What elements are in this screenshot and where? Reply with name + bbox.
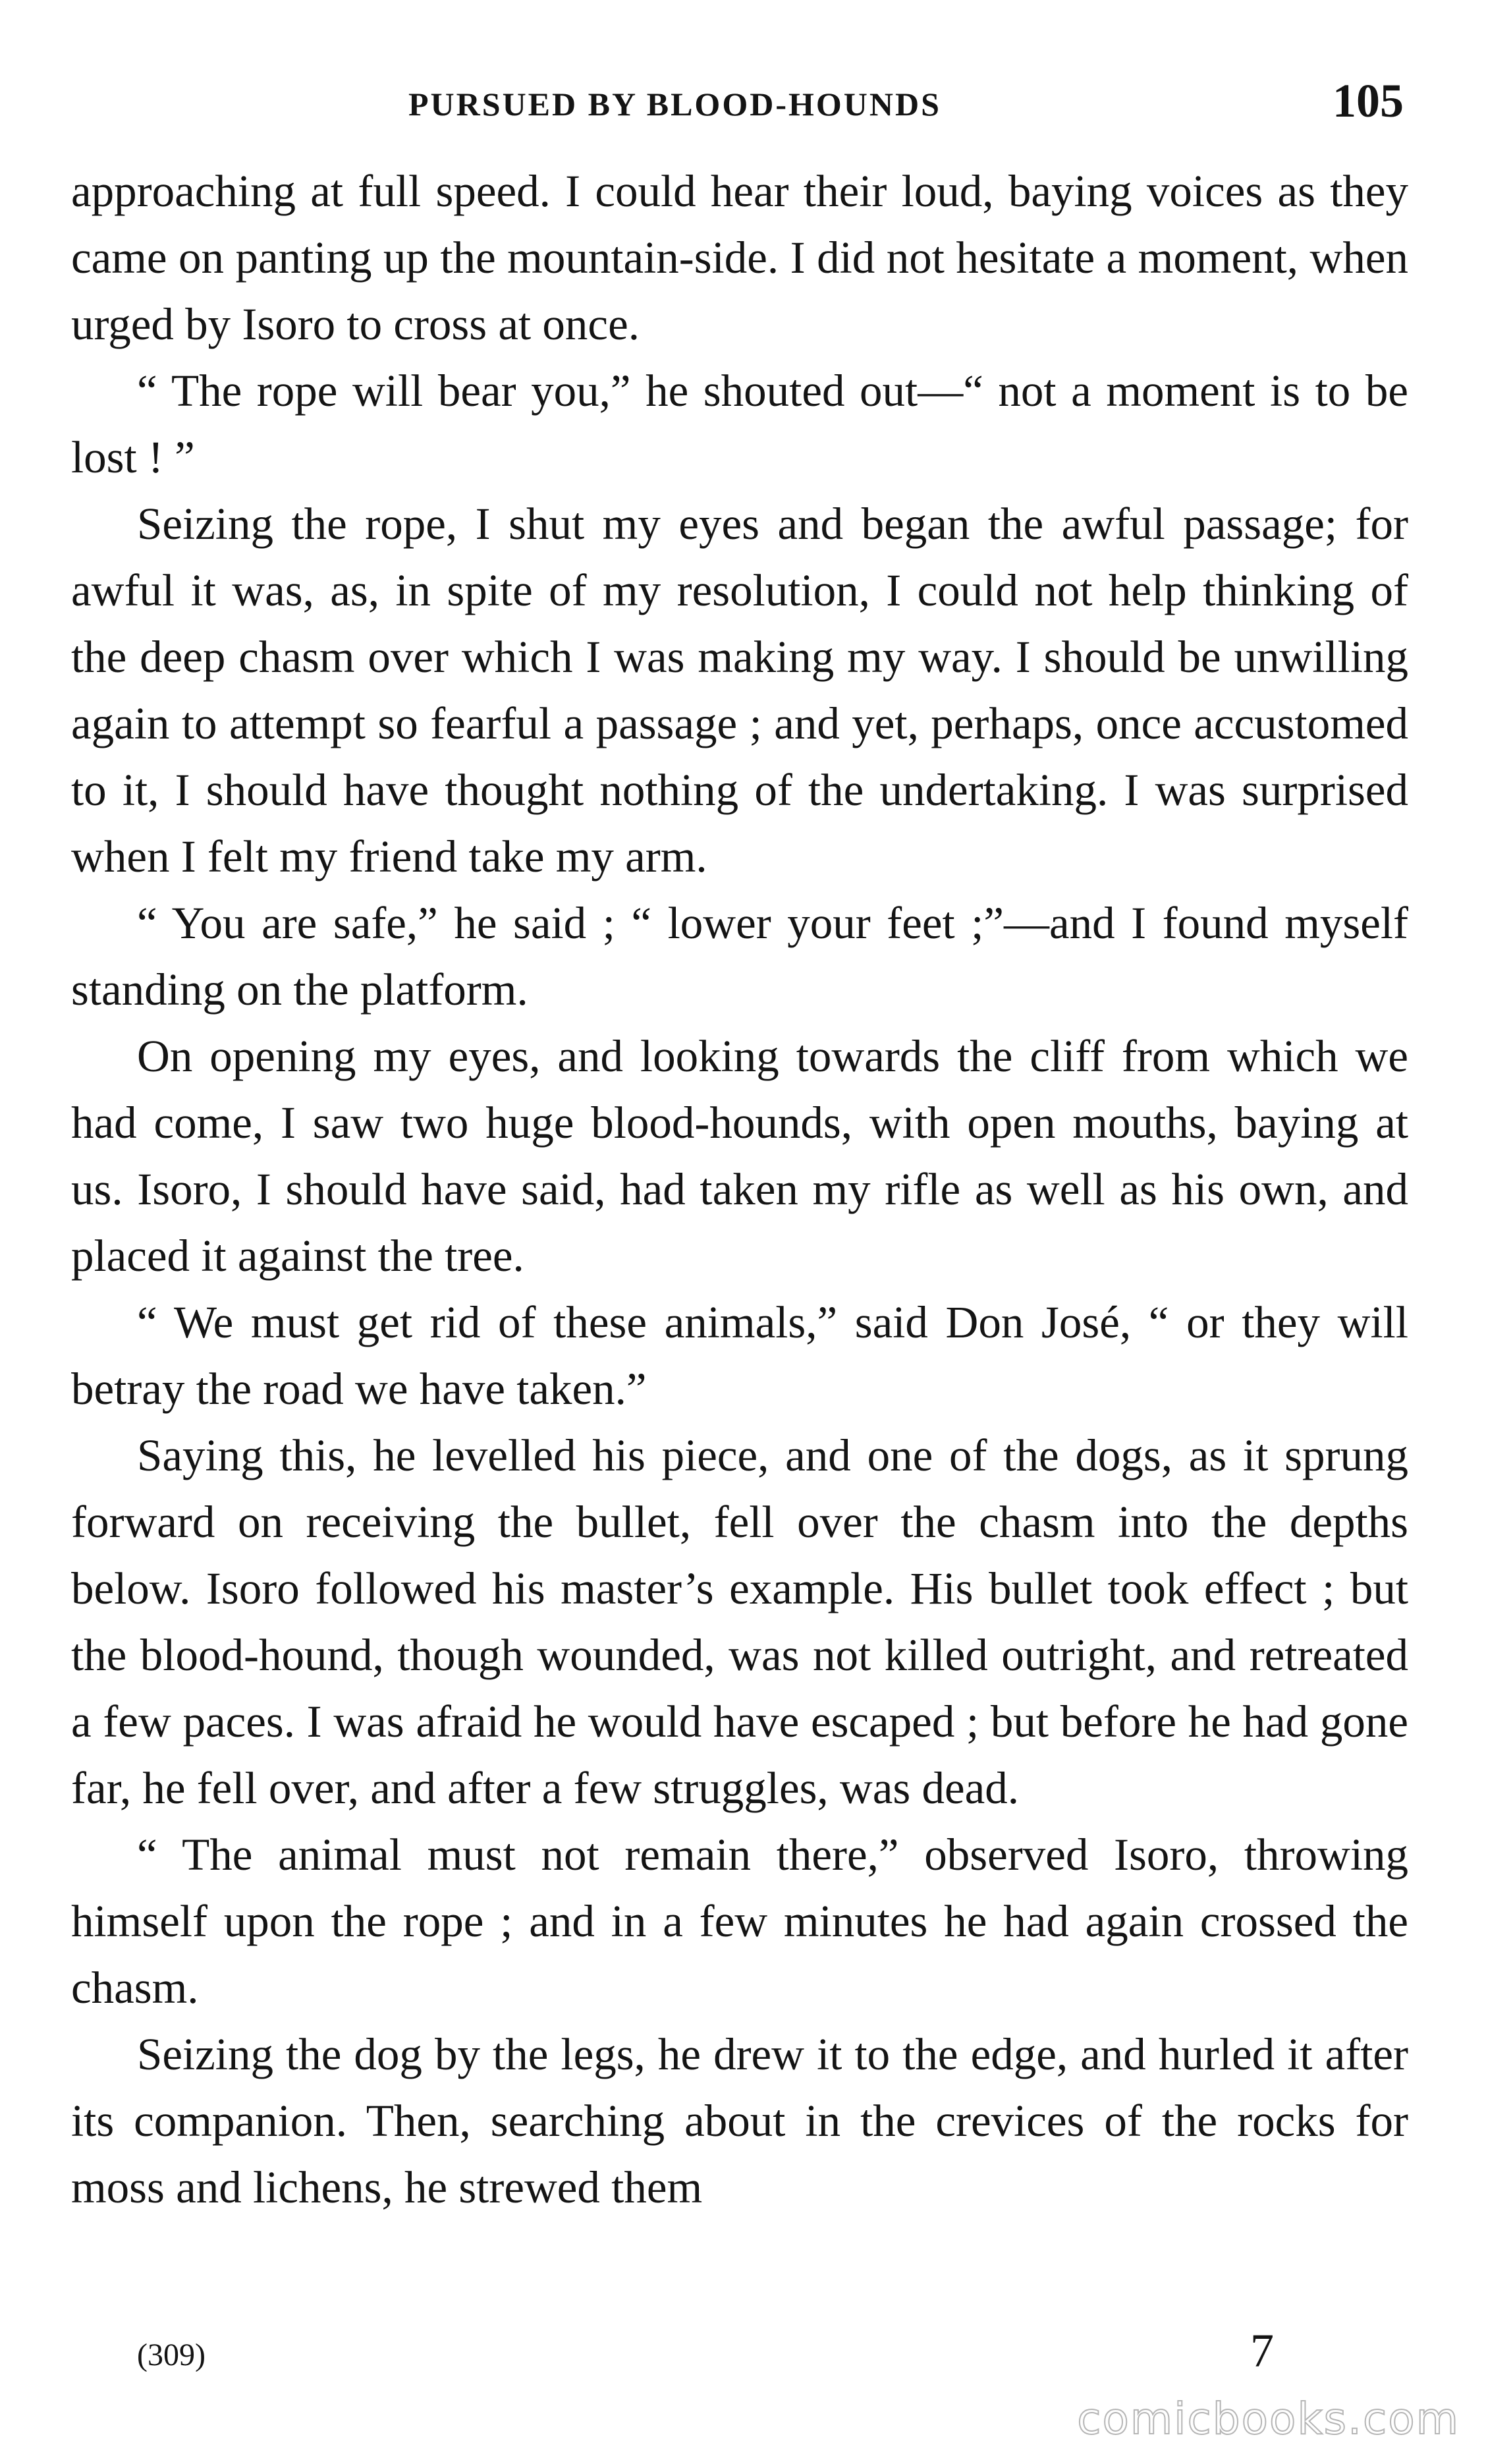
paragraph-9: Seizing the dog by the legs, he drew it to the edge, and hurled it after its companion. Then, searching about in the crevices of the rocks for moss and lichens, he strewed them xyxy=(71,2029,1408,2212)
body-text xyxy=(71,158,1408,2221)
paragraph-2: “ The rope will bear you,” he shouted out—“ not a moment is to be lost ! ” xyxy=(71,366,1408,482)
printer-signature: (309) xyxy=(137,2338,206,2372)
running-head xyxy=(0,71,1486,137)
paragraph-8: “ The animal must not remain there,” observed Isoro, throwing himself upon the rope ; and in a few minutes he had again crossed the chasm. xyxy=(71,1830,1408,2013)
paragraph-3: Seizing the rope, I shut my eyes and began the awful passage; for awful it was, as, in spite of my resolution, I could not help thinking of the deep chasm over which I was making my way. I should be unwilling again to attempt so fearful a passage ; and yet, perhaps, once accustomed to it, I should have thought nothing of the undertaking. I was surprised when I felt my friend take my arm. xyxy=(71,499,1408,882)
paragraph-5: On opening my eyes, and looking towards the cliff from which we had come, I saw two huge blood-hounds, with open mouths, baying at us. Isoro, I should have said, had taken my rifle as well as his own, and placed it against the tree. xyxy=(71,1031,1408,1281)
paragraph-6: “ We must get rid of these animals,” said Don José, “ or they will betray the road we have taken.” xyxy=(71,1297,1408,1414)
page-number: 105 xyxy=(1333,74,1404,127)
signature-mark: 7 xyxy=(1250,2324,1274,2377)
paragraph-7: Saying this, he levelled his piece, and one of the dogs, as it sprung forward on receiving the bullet, fell over the chasm into the depths below. Isoro followed his master’s example. His bullet took effect ; but the blood-hound, though wounded, was not killed outright, and retreated a few paces. I was afraid he would have escaped ; but before he had gone far, he fell over, and after a few struggles, was dead. xyxy=(71,1430,1408,1813)
paragraph-4: “ You are safe,” he said ; “ lower your feet ;”—and I found myself standing on the platform. xyxy=(71,898,1408,1015)
watermark: comicbooks.com xyxy=(1077,2394,1460,2444)
paragraph-1: approaching at full speed. I could hear their loud, baying voices as they came on panting up the mountain-side. I did not hesitate a moment, when urged by Isoro to cross at once. xyxy=(71,166,1408,349)
running-title: PURSUED BY BLOOD-HOUNDS xyxy=(408,86,941,123)
